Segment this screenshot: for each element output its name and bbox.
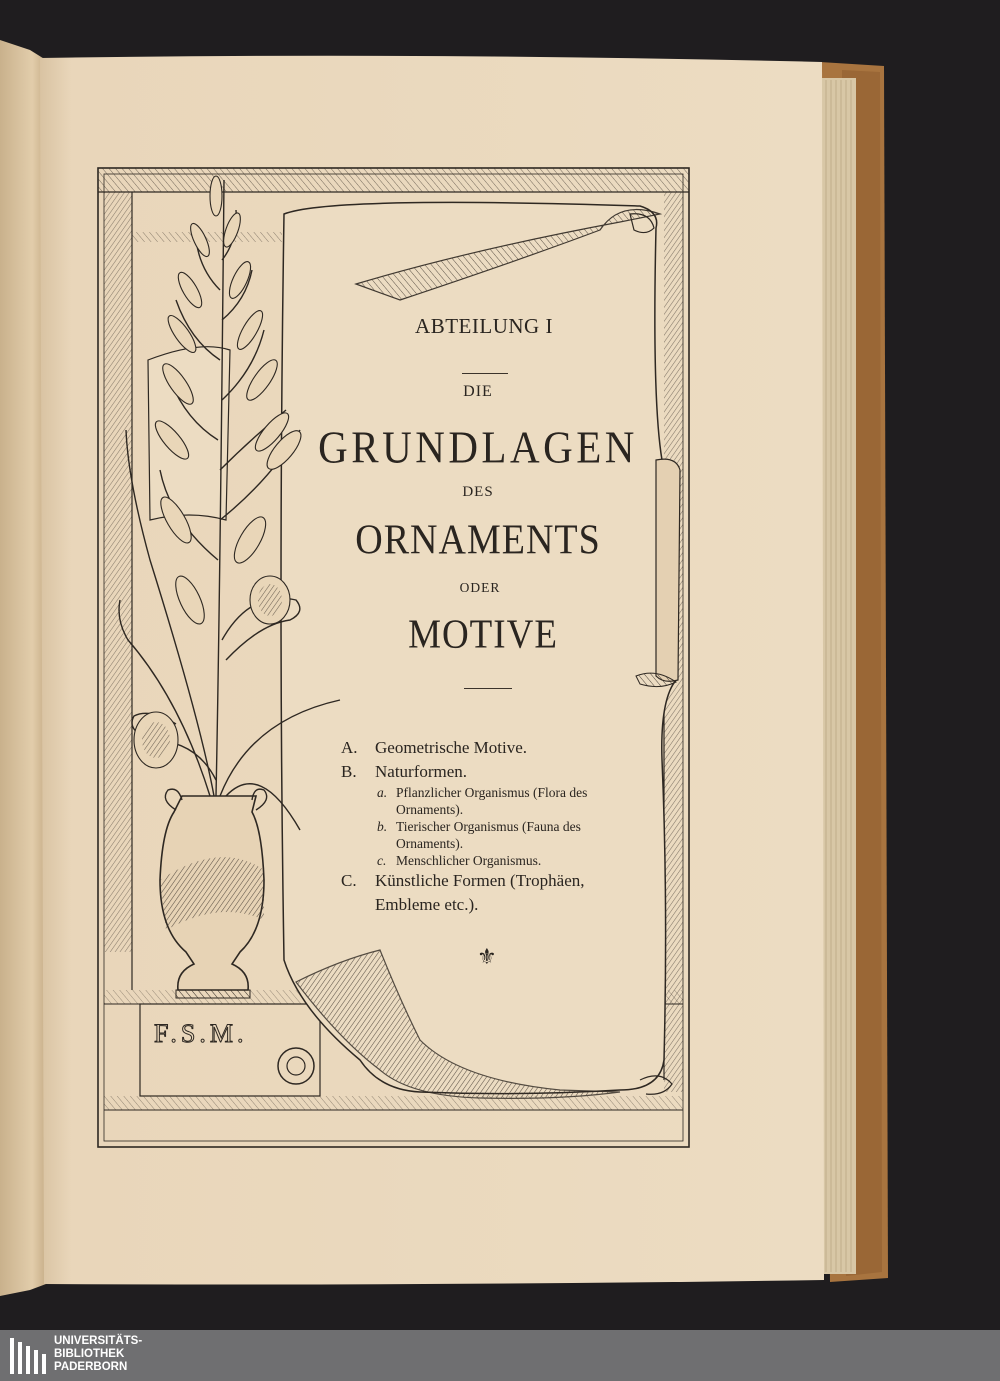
article-des: DES bbox=[462, 484, 494, 500]
conjunction-oder: ODER bbox=[459, 580, 501, 595]
page-title-third: MOTIVE bbox=[408, 611, 558, 658]
item-letter: b. bbox=[377, 819, 388, 834]
item-letter: c. bbox=[377, 853, 387, 868]
list-item bbox=[341, 760, 587, 784]
item-text: Künstliche Formen (Trophäen, bbox=[375, 871, 585, 890]
library-footer bbox=[0, 1330, 1000, 1381]
list-item bbox=[341, 869, 587, 893]
item-text: Geometrische Motive. bbox=[375, 738, 528, 757]
library-name-line: UNIVERSITÄTS- bbox=[54, 1335, 143, 1347]
item-letter: a. bbox=[377, 785, 388, 800]
fleur-de-lis-icon: ⚜ bbox=[477, 944, 497, 969]
section-heading: ABTEILUNG I bbox=[415, 314, 553, 338]
article-die: DIE bbox=[463, 383, 493, 400]
list-subitem bbox=[341, 852, 587, 869]
list-item-continuation: Embleme etc.). bbox=[375, 895, 479, 914]
divider-bottom bbox=[464, 688, 512, 689]
item-text: Naturformen. bbox=[375, 762, 468, 781]
page-title-second: ORNAMENTS bbox=[355, 516, 601, 564]
library-name-line: BIBLIOTHEK bbox=[54, 1348, 125, 1360]
list-subitem-continuation: Ornaments). bbox=[396, 836, 464, 851]
list-subitem bbox=[341, 784, 587, 801]
left-page bbox=[0, 40, 46, 1296]
divider-top bbox=[462, 373, 508, 374]
library-name-line: PADERBORN bbox=[54, 1361, 128, 1373]
item-letter: B. bbox=[341, 762, 357, 781]
item-text: Tierischer Organismus (Fauna des bbox=[396, 819, 581, 834]
item-letter: C. bbox=[341, 871, 357, 890]
library-name bbox=[54, 1335, 142, 1374]
library-logo-icon bbox=[10, 1338, 46, 1374]
item-text: Pflanzlicher Organismus (Flora des bbox=[396, 785, 588, 800]
list-subitem-continuation: Ornaments). bbox=[396, 802, 464, 817]
item-letter: A. bbox=[341, 738, 358, 757]
list-subitem bbox=[341, 818, 587, 835]
contents-list bbox=[341, 736, 587, 917]
list-item bbox=[341, 736, 587, 760]
page-title: GRUNDLAGEN bbox=[318, 421, 638, 473]
monogram: F.S.M. bbox=[154, 1019, 248, 1048]
item-text: Menschlicher Organismus. bbox=[396, 853, 542, 868]
